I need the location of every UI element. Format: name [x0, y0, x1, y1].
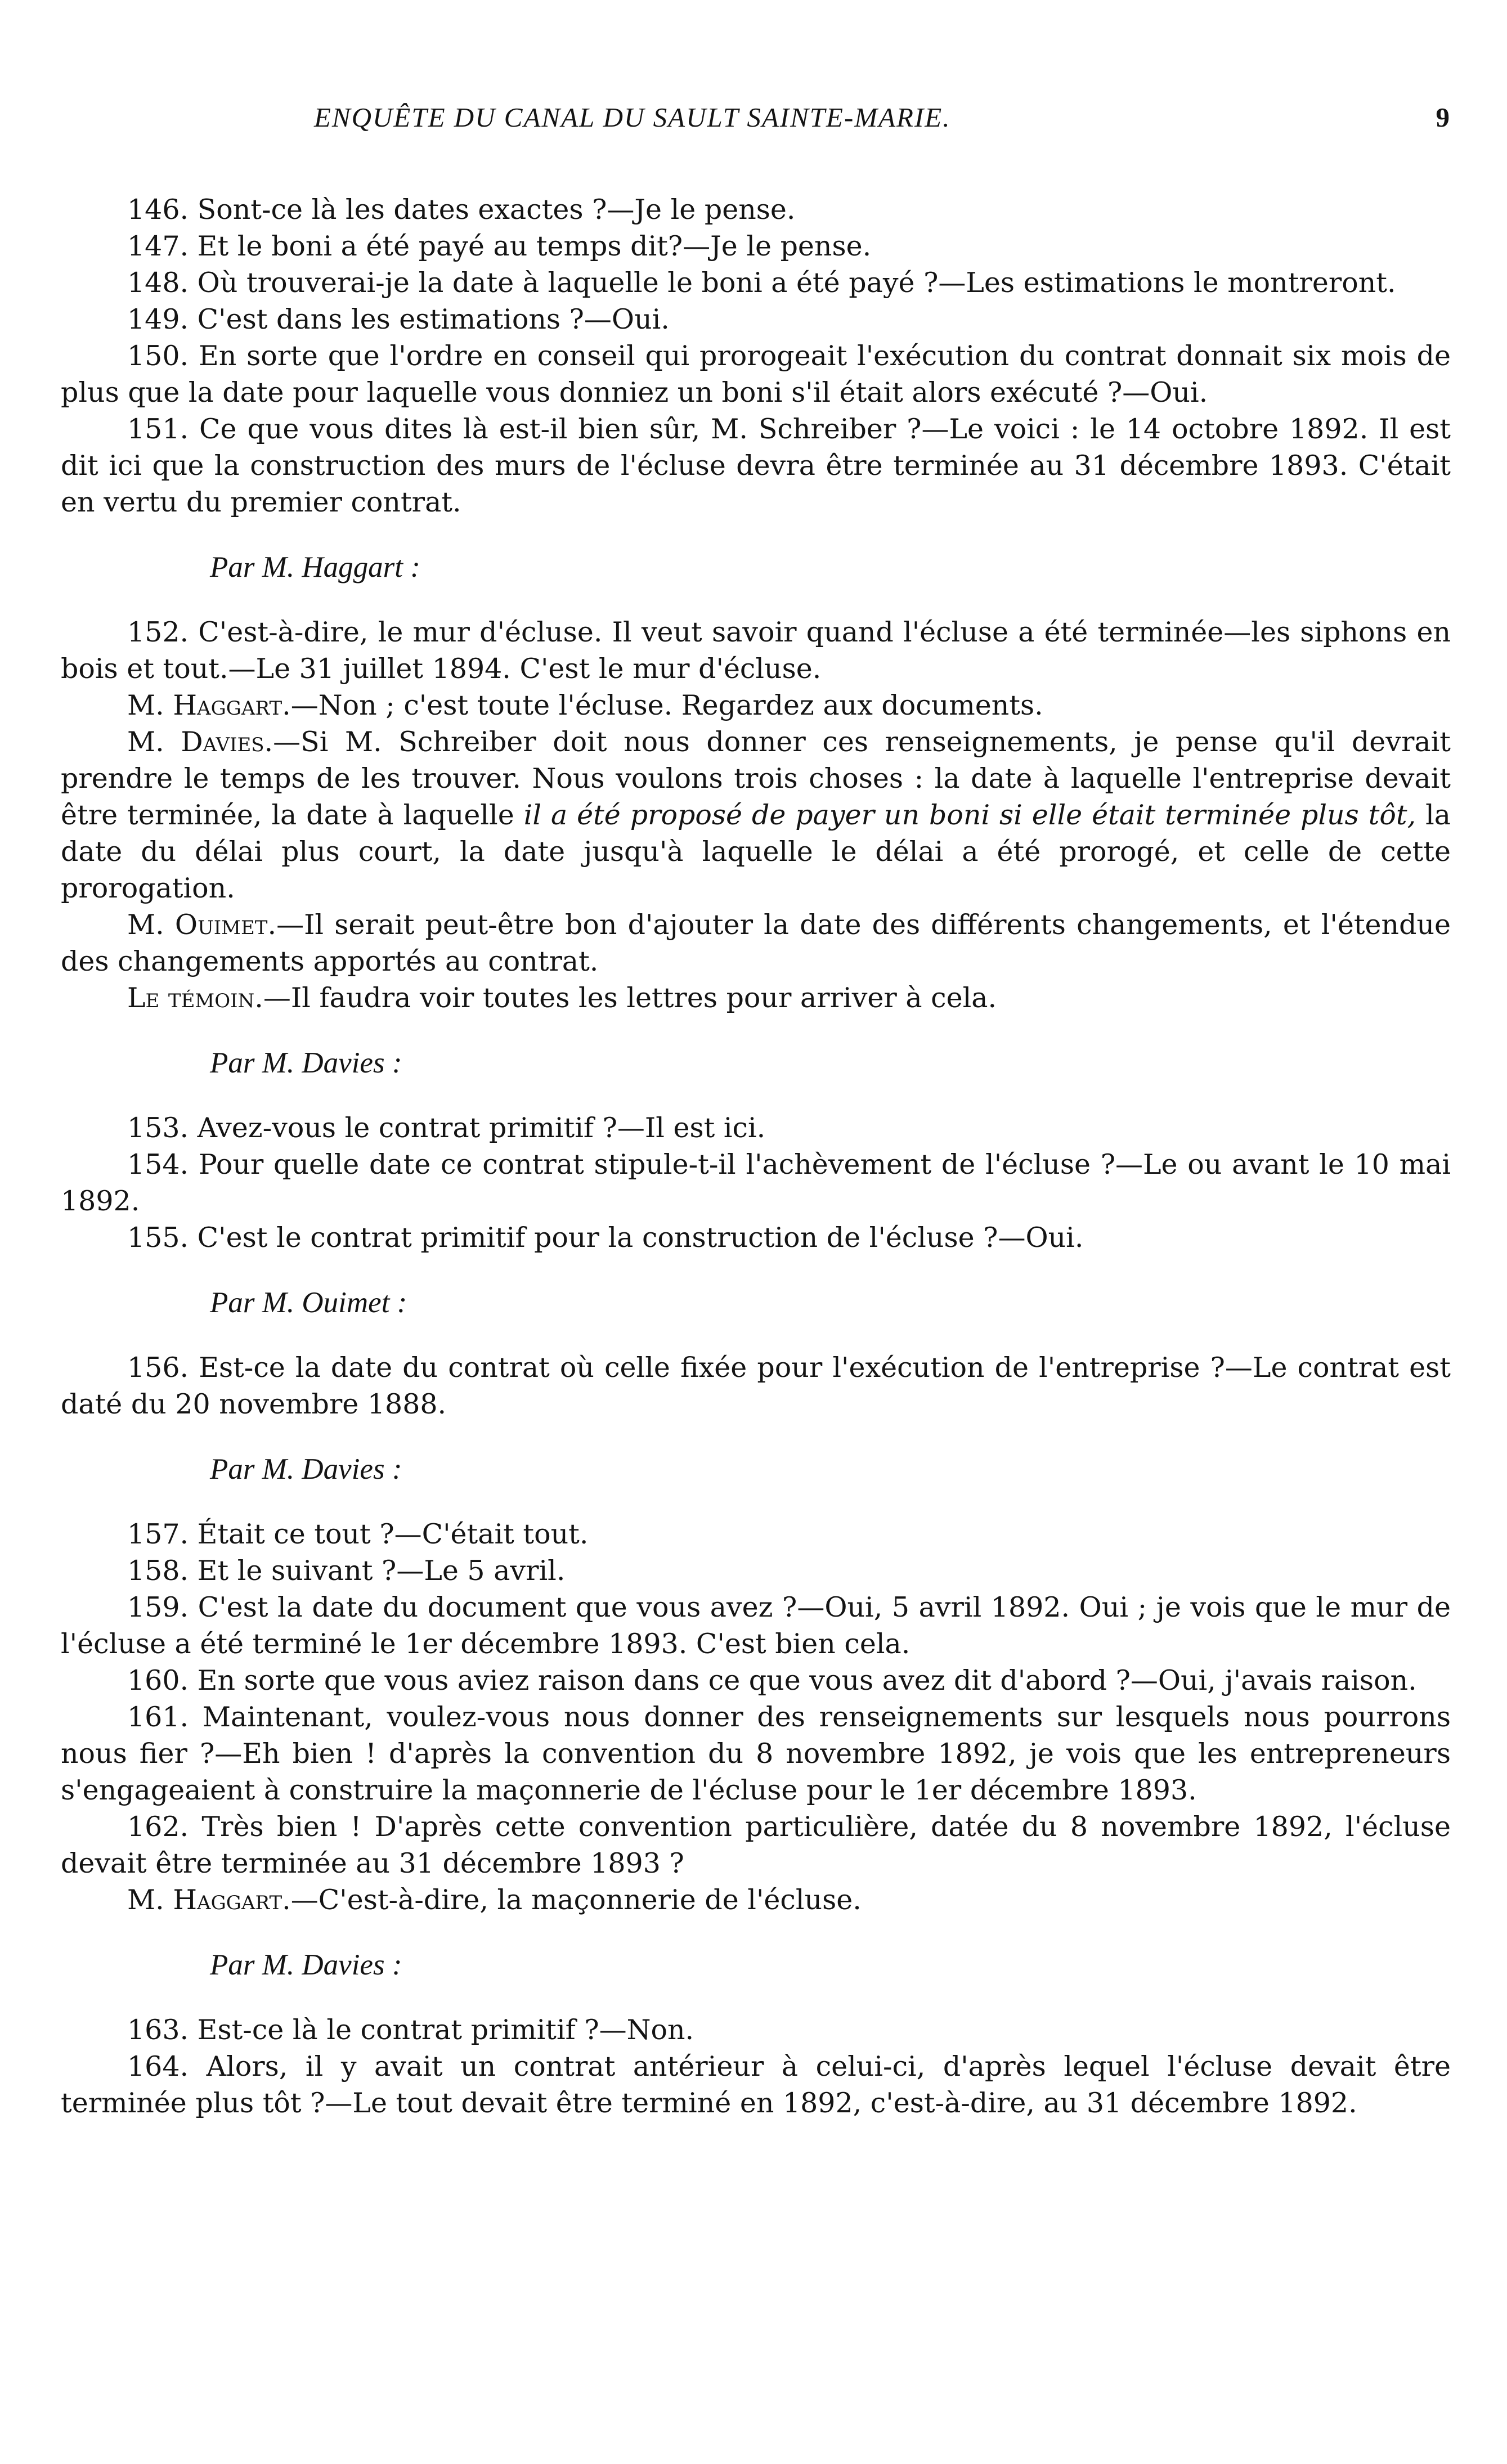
question-147: 147. Et le boni a été payé au temps dit?—Je le pense. [127, 230, 872, 262]
statement-ouimet [61, 906, 1451, 980]
question-153: 153. Avez-vous le contrat primitif ?—Il est ici. [127, 1112, 766, 1144]
page-number: 9 [1436, 102, 1451, 133]
statement-haggart [61, 687, 1451, 724]
speaker-name-davies: M. Davies. [127, 726, 273, 758]
question-text: 161. Maintenant, voulez-vous nous donner des renseignements sur lesquels nous pourrons nous fier ?—Eh bien ! d'après la convention du 8 novembre 1892, je vois que les entrepreneurs s'engageaient à construire la maçonnerie de l'écluse pour le [61, 1701, 1451, 1806]
question-158: 158. Et le suivant ?—Le 5 avril. [127, 1555, 566, 1587]
question-161 [61, 1699, 1451, 1808]
statement-text: —C'est-à-dire, la maçonnerie de l'écluse. [290, 1884, 862, 1916]
running-title: ENQUÊTE DU CANAL DU SAULT SAINTE-MARIE. [314, 102, 951, 133]
speaker-heading-ouimet: Par M. Ouimet : [210, 1286, 407, 1319]
speaker-name-haggart: M. Haggart. [127, 1884, 291, 1916]
question-146: 146. Sont-ce là les dates exactes ?—Je le pense. [127, 194, 796, 226]
statement-haggart-2 [61, 1882, 1451, 1918]
ordinal-first: 1er [405, 1628, 452, 1660]
speaker-name-haggart: M. Haggart. [127, 689, 291, 721]
document-page [61, 101, 1451, 2121]
speaker-name-witness: Le témoin. [127, 982, 263, 1014]
statement-text-continued: la date du délai plus court, la date jusqu'à laquelle le délai a été prorogé, et celle de cette prorogation. [61, 799, 1451, 904]
statement-text: —Il serait peut-être bon d'ajouter la date des différents changements, et l'étendue des changements apportés au contrat. [61, 909, 1451, 977]
statement-davies [61, 724, 1451, 906]
question-163: 163. Est-ce là le contrat primitif ?—Non. [127, 2014, 694, 2046]
question-157: 157. Était ce tout ?—C'était tout. [127, 1518, 589, 1550]
question-156: 156. Est-ce la date du contrat où celle fixée pour l'exécution de l'entreprise ?—Le contrat est daté du 20 novembre 1888. [61, 1352, 1451, 1420]
question-162: 162. Très bien ! D'après cette convention particulière, datée du 8 novembre 1892, l'écluse devait être terminée au 31 décembre 1893 ? [61, 1811, 1451, 1879]
question-151: 151. Ce que vous dites là est-il bien sûr, M. Schreiber ?—Le voici : le 14 octobre 1892. Il est dit ici que la construction des murs de l'écluse devra être terminée au 31 décembre 1893. C'était en vertu du premier contrat. [61, 413, 1451, 518]
statement-witness [61, 980, 1451, 1016]
question-152: 152. C'est-à-dire, le mur d'écluse. Il veut savoir quand l'écluse a été terminée—les siphons en bois et tout.—Le 31 juillet 1894. C'est le mur d'écluse. [61, 616, 1451, 685]
statement-text: —Il faudra voir toutes les lettres pour arriver à cela. [263, 982, 997, 1014]
speaker-heading-davies-2: Par M. Davies : [210, 1453, 402, 1485]
document-body [61, 191, 1451, 2121]
question-text-continued: décembre 1893. [970, 1774, 1197, 1806]
statement-text: —Non ; c'est toute l'écluse. Regardez aux documents. [290, 689, 1043, 721]
statement-text: —Si M. Schreiber doit nous donner ces renseignements, je pense qu'il devrait prendre le temps de les trouver. Nous voulons trois choses : la date à laquelle l'entreprise devait être terminée, la date à laquelle [61, 726, 1451, 831]
speaker-name-ouimet: M. Ouimet. [127, 909, 277, 941]
question-149: 149. C'est dans les estimations ?—Oui. [127, 303, 670, 335]
speaker-heading-davies: Par M. Davies : [210, 1047, 402, 1079]
question-150: 150. En sorte que l'ordre en conseil qui prorogeait l'exécution du contrat donnait six mois de plus que la date pour laquelle vous donniez un boni s'il était alors exécuté ?—Oui. [61, 340, 1451, 409]
question-159 [61, 1589, 1451, 1662]
question-text-continued: décembre 1893. C'est bien cela. [460, 1628, 911, 1660]
speaker-heading-davies-3: Par M. Davies : [210, 1949, 402, 1981]
speaker-heading-haggart: Par M. Haggart : [210, 551, 420, 584]
question-155: 155. C'est le contrat primitif pour la construction de l'écluse ?—Oui. [127, 1222, 1084, 1254]
question-text: 159. C'est la date du document que vous avez ?—Oui, 5 avril 1892. Oui ; je vois que le mur de l'écluse a été terminé le [61, 1591, 1451, 1660]
italic-phrase: il a été proposé de payer un boni si elle était terminée plus tôt, [523, 799, 1416, 831]
question-148: 148. Où trouverai-je la date à laquelle le boni a été payé ?—Les estimations le montreront. [127, 267, 1396, 299]
ordinal-first: 1er [914, 1774, 962, 1806]
question-154: 154. Pour quelle date ce contrat stipule-t-il l'achèvement de l'écluse ?—Le ou avant le 10 mai 1892. [61, 1148, 1451, 1217]
question-164: 164. Alors, il y avait un contrat antérieur à celui-ci, d'après lequel l'écluse devait être terminée plus tôt ?—Le tout devait être terminé en 1892, c'est-à-dire, au 31 décembre 1892. [61, 2050, 1451, 2119]
question-160: 160. En sorte que vous aviez raison dans ce que vous avez dit d'abord ?—Oui, j'avais raison. [127, 1664, 1417, 1696]
running-header [61, 101, 1451, 141]
